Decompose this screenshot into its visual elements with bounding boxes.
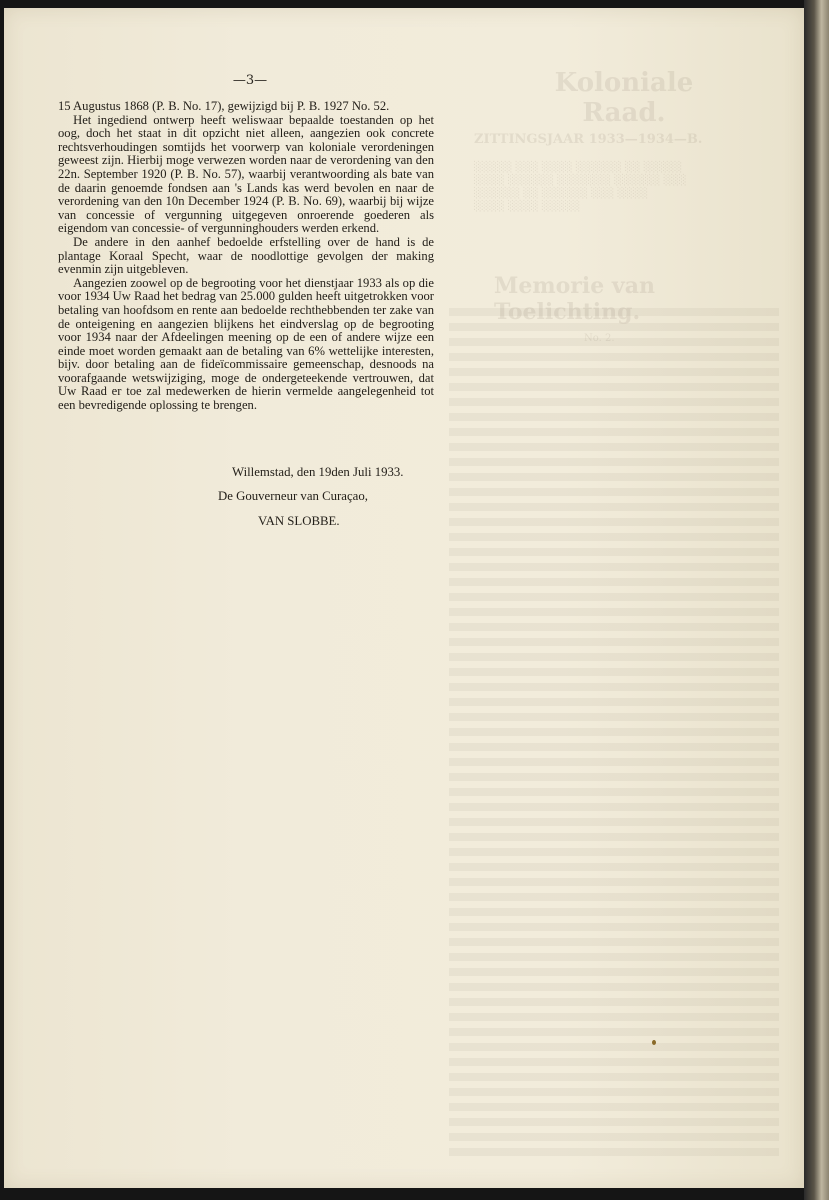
paragraph: Het ingediend ontwerp heeft weliswaar bepaalde toestanden op het oog, doch het staat in dit opzicht niet alleen, aangezien ook concrete rechtsverhoudingen somtijds het voorwerp van koloniale verordeningen geweest zijn. Hierbij moge verwezen worden naar de verordening van den 22n. September 1920 (P. B. No. 57), waarbij verantwoording als bate van de daarin genoemde fondsen aan 's Lands kas werd bevolen en naar de verordening van den 10n December 1924 (P. B. No. 69), waarbij bij wijze van concessie of vergunning uitgegeven onroerende goederen als eigendom van concessie- of vergunninghouders werden erkend. [58, 112, 434, 236]
paragraph: De andere in den aanhef bedoelde erfstelling over de hand is de plantage Koraal Specht, waar de noodlottige gevolgen der making evenmin zijn uitgebleven. [58, 234, 434, 277]
place-date: Willemstad, den 19den Juli 1933. [232, 465, 404, 479]
adjacent-page-edge [804, 0, 829, 1200]
paper-speck [652, 1040, 656, 1045]
paragraph: 15 Augustus 1868 (P. B. No. 17), gewijzigd bij P. B. 1927 No. 52. [58, 99, 390, 113]
signature-name: VAN SLOBBE. [258, 514, 340, 528]
governor-title: De Gouverneur van Curaçao, [218, 489, 368, 503]
body-text [58, 100, 434, 413]
bleed-through-text: Koloniale Raad. ZITTINGSJAAR 1933—1934—B. ░░░░░ ░░░ ░░░░ ░░░░░░ ░░ ░░░░░ ░░░░ ░░░░░░ ░░░░░░░ ░░░░░░ ░░░ ░░░░░░ ░░ ░░░░░░ ░░░ ░░░░ ░░░░ ░░░░ ░░░░░ Memorie van Toelichting. No. 2. [474, 68, 703, 344]
paragraph: Aangezien zoowel op de begrooting voor het dienstjaar 1933 als op die voor 1934 Uw Raad het bedrag van 25.000 gulden heeft uitgetrokken voor betaling van hoofdsom en rente aan bedoelde rechthebbenden ter zake van de onteigening en aangezien blijkens het eindverslag op de begrooting voor 1934 naar der Afdeelingen meening op de een of andere wijze een einde moet worden gemaakt aan de betaling van 6% wettelijke interesten, bijv. door betaling aan de fideïcommissaire gemeenschap, desnoods na voorafgaande wetswijziging, moge de ondergeteekende vertrouwen, dat Uw Raad er toe zal medewerken de hierin vermelde aangelegenheid tot een bevredigende oplossing te brengen. [58, 275, 434, 413]
page-number: —3— [232, 73, 268, 88]
bleed-through-lines [449, 308, 779, 1158]
